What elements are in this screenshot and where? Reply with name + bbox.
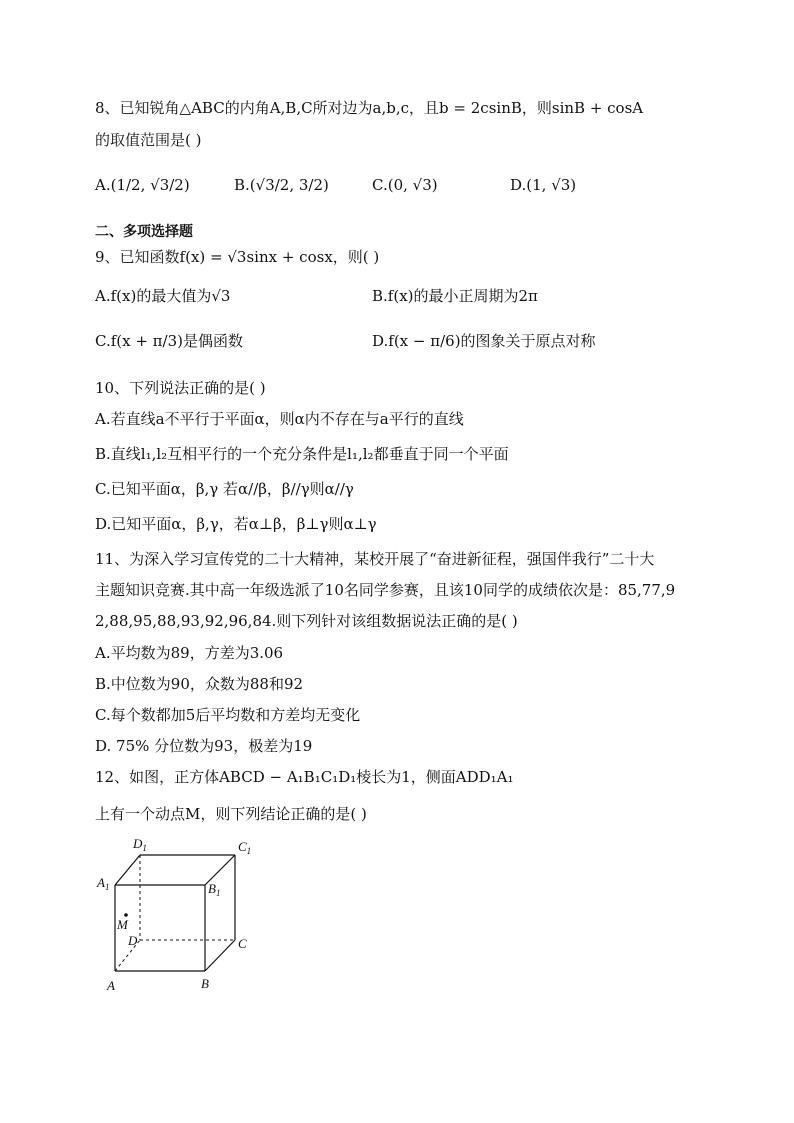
q9-option-a-label: A. xyxy=(95,287,111,305)
edge-b-c xyxy=(205,940,235,971)
q8-option-a xyxy=(95,175,190,195)
label-a1: $A_1$ xyxy=(97,875,110,892)
q10-option-c: C.已知平面α，β,γ 若α//β，β//γ则α//γ xyxy=(95,480,354,498)
q11-option-d: D. 75% 分位数为93，极差为19 xyxy=(95,737,313,755)
q10-option-a: A.若直线a不平行于平面α，则α内不存在与a平行的直线 xyxy=(95,410,464,428)
q12-stem-line2: 上有一个动点M，则下列结论正确的是( ) xyxy=(95,805,367,823)
q8-option-b-text: (√3/2, 3/2) xyxy=(249,176,329,194)
label-d: D xyxy=(128,933,138,948)
q10-stem: 10、下列说法正确的是( ) xyxy=(95,379,266,397)
label-c: C xyxy=(238,936,247,951)
q9-stem: 9、已知函数f(x) = √3sinx + cosx，则( ) xyxy=(95,248,380,266)
q11-option-b: B.中位数为90，众数为88和92 xyxy=(95,675,304,693)
q9-option-d xyxy=(372,331,596,351)
cube-figure xyxy=(95,835,265,995)
q8-option-b-label: B. xyxy=(234,176,250,194)
q11-stem-line3: 2,88,95,88,93,92,96,84.则下列针对该组数据说法正确的是( ) xyxy=(95,612,518,630)
q9-option-a xyxy=(95,286,230,306)
q9-option-b-label: B. xyxy=(372,287,388,305)
q8-stem-line2: 的取值范围是( ) xyxy=(95,131,202,149)
q11-stem-line1: 11、为深入学习宣传党的二十大精神，某校开展了“奋进新征程，强国伴我行”二十大 xyxy=(95,550,655,568)
q11-stem-line2: 主题知识竞赛.其中高一年级选派了10名同学参赛，且该10同学的成绩依次是：85,77,9 xyxy=(95,581,676,599)
q8-stem-line1: 8、已知锐角△ABC的内角A,B,C所对边为a,b,c，且b = 2csinB，则sinB + cosA xyxy=(95,99,644,117)
q9-option-b-text: f(x)的最小正周期为2π xyxy=(387,287,538,305)
label-m: M xyxy=(117,917,128,932)
q9-option-d-label: D. xyxy=(372,332,389,350)
edge-a1-d1 xyxy=(115,855,140,885)
q8-option-a-text: (1/2, √3/2) xyxy=(110,176,190,194)
q10-option-b: B.直线l₁,l₂互相平行的一个充分条件是l₁,l₂都垂直于同一个平面 xyxy=(95,445,509,463)
q11-option-c: C.每个数都加5后平均数和方差均无变化 xyxy=(95,706,361,724)
q8-option-c-label: C. xyxy=(372,176,388,194)
q9-option-c-text: f(x + π/3)是偶函数 xyxy=(110,332,243,350)
label-b1: $B_1$ xyxy=(208,881,221,898)
q12-stem-line1: 12、如图，正方体ABCD − A₁B₁C₁D₁棱长为1，侧面ADD₁A₁ xyxy=(95,768,514,786)
q8-option-a-label: A. xyxy=(95,176,111,194)
label-b: B xyxy=(201,976,209,991)
q8-option-d-text: (1, √3) xyxy=(526,176,577,194)
q9-option-a-text: f(x)的最大值为√3 xyxy=(110,287,231,305)
q8-option-c xyxy=(372,175,438,195)
q8-option-b xyxy=(234,175,329,195)
q9-option-b xyxy=(372,286,538,306)
q9-option-c xyxy=(95,331,243,351)
section-heading-multiple-choice: 二、多项选择题 xyxy=(95,224,193,240)
label-c1: $C_1$ xyxy=(238,839,252,856)
q8-option-c-text: (0, √3) xyxy=(387,176,438,194)
label-a: A xyxy=(107,978,115,993)
q8-option-d-label: D. xyxy=(510,176,527,194)
q10-option-d: D.已知平面α，β,γ，若α⊥β，β⊥γ则α⊥γ xyxy=(95,515,377,533)
q9-option-c-label: C. xyxy=(95,332,111,350)
q9-option-d-text: f(x − π/6)的图象关于原点对称 xyxy=(388,332,596,350)
label-d1: $D_1$ xyxy=(133,836,147,853)
q11-option-a: A.平均数为89，方差为3.06 xyxy=(95,644,284,662)
q8-option-d xyxy=(510,175,576,195)
